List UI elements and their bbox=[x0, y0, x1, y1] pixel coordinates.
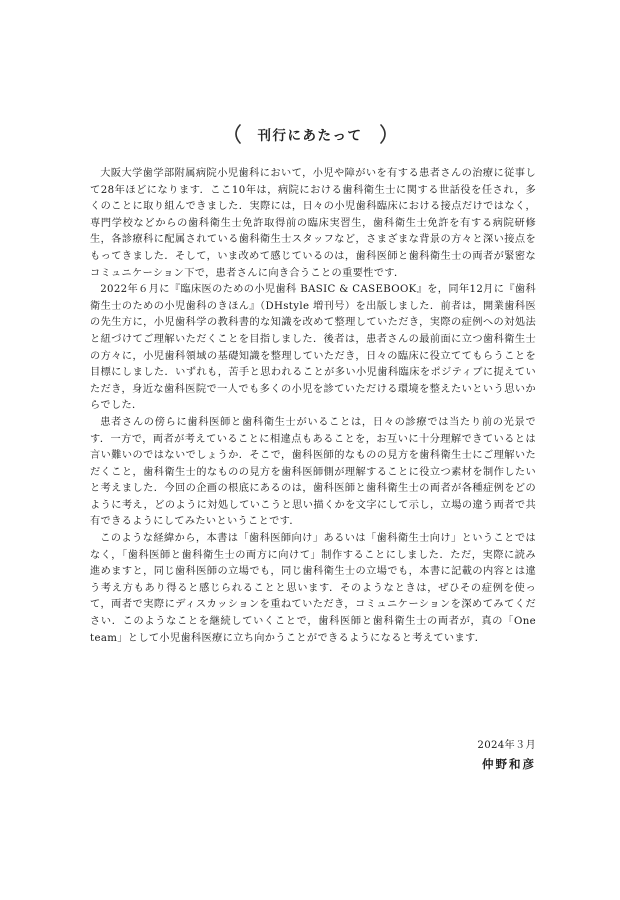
left-bracket-ornament bbox=[230, 124, 242, 144]
foreword-body bbox=[90, 166, 536, 647]
signature-block bbox=[477, 738, 536, 774]
signature-author: 仲野和彦 bbox=[482, 757, 536, 771]
paragraph-3: 患者さんの傍らに歯科医師と歯科衛生士がいることは，日々の診療では当たり前の光景です．一方で，両者が考えていることに相違点もあることを，お互いに十分理解できているとは言い難いのではないでしょうか．そこで，歯科医師的なものの見方を歯科衛生士にご理解いただくこと，歯科衛生士的なものの見方を歯科医師側が理解することに役立つ素材を制作したいと考えました．今回の企画の根底にあるのは，歯科医師と歯科衛生士の両者が各種症例をどのように考え，どのように対処していこうと思い描くかを文字にして示し，立場の違う両者で共有できるようにしてみたいということです． bbox=[90, 416, 536, 528]
signature-date: 2024年３月 bbox=[477, 740, 536, 751]
paragraph-4: このような経緯から，本書は「歯科医師向け」あるいは「歯科衛生士向け」ということではなく，「歯科医師と歯科衛生士の両方に向けて」制作することにしました．ただ，実際に読み進めますと，同じ歯科医師の立場でも，同じ歯科衛生士の立場でも，本書に記載の内容とは違う考え方もあり得ると感じられることと思います．そのようなときは，ぜひその症例を使って，両者で実際にディスカッションを重ねていただき，コミュニケーションを深めてみてください．このようなことを継続していくことで，歯科医師と歯科衛生士の両者が，真の「One team」として小児歯科医療に立ち向かうことができるようになると考えています． bbox=[90, 533, 536, 644]
right-bracket-ornament bbox=[379, 124, 391, 144]
heading-row bbox=[230, 124, 391, 144]
paragraph-1: 大阪大学歯学部附属病院小児歯科において，小児や障がいを有する患者さんの治療に従事して28年ほどになります．ここ10年は，病院における歯科衛生士に関する世話役を任され，多くのことに取り組んできました．実際には，日々の小児歯科臨床における接点だけではなく，専門学校などからの歯科衛生士免許取得前の臨床実習生，歯科衛生士免許を有する病院研修生，各診療科に配属されている歯科衛生士スタッフなど，さまざまな背景の方々と深い接点をもってきました．そして，いま改めて感じているのは，歯科医師と歯科衛生士の両者が緊密なコミュニケーション下で，患者さんに向き合うことの重要性です． bbox=[90, 168, 536, 279]
page-title: 刊行にあたって bbox=[257, 128, 363, 144]
heading-block bbox=[0, 124, 620, 144]
paragraph-2: 2022年６月に『臨床医のための小児歯科 BASIC & CASEBOOK』を，同年12月に『歯科衛生士のための小児歯科のきほん』（DHstyle 増刊号）を出版しました．前者は，開業歯科医の先生方に，小児歯科学の教科書的な知識を改めて整理していただき，実際の症例への対処法と紐づけてご理解いただくことを目指しました．後者は，患者さんの最前面に立つ歯科衛生士の方々に，小児歯科領域の基礎知識を整理していただき，日々の臨床に役立ててもらうことを目標にしました．いずれも，苦手と思われることが多い小児歯科臨床をポジティブに捉えていただき，身近な歯科医院で一人でも多くの小児を診ていただける環境を整えたいという思いからでした． bbox=[90, 284, 536, 412]
